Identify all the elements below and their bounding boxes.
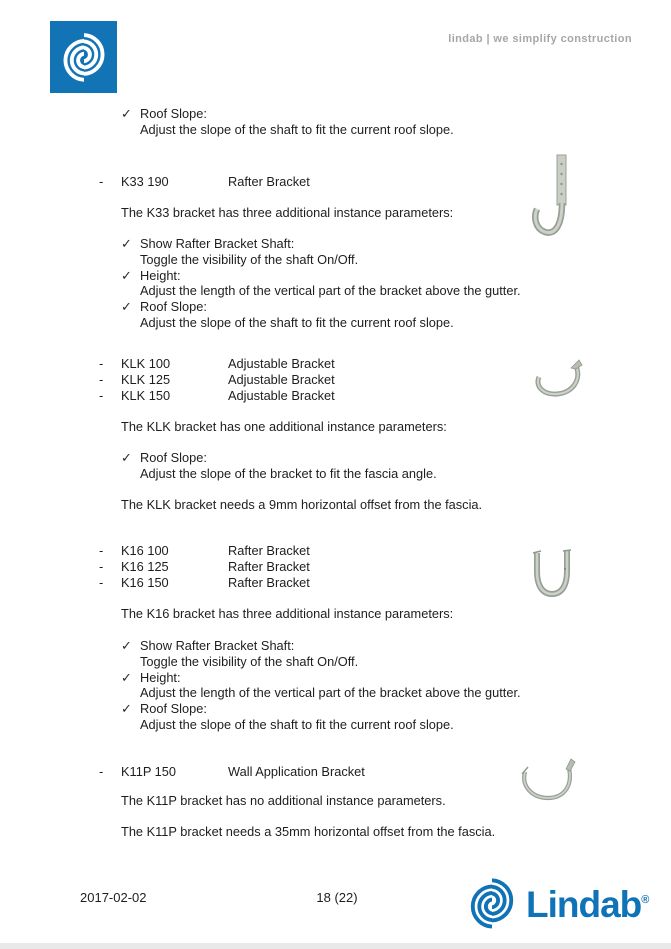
k11p-note-paragraph: The K11P bracket needs a 35mm horizontal offset from the fascia. (121, 824, 496, 839)
param-desc: Adjust the slope of the bracket to fit the fascia angle. (140, 465, 437, 481)
param-title: Show Rafter Bracket Shaft: (140, 236, 295, 251)
klk-note-paragraph: The KLK bracket needs a 9mm horizontal offset from the fascia. (121, 497, 483, 512)
product-code: KLK 150 (121, 387, 171, 403)
dash-icon: - (99, 574, 104, 590)
footer-brand-text (526, 872, 649, 933)
check-icon: ✓ (121, 236, 132, 251)
intro-parameter (121, 106, 454, 138)
product-row (99, 559, 310, 575)
param-title: Height: (140, 267, 181, 283)
product-name: Rafter Bracket (228, 558, 310, 574)
footer-page-number: 18 (22) (316, 890, 358, 905)
klk-adjustable-bracket-image (527, 356, 585, 404)
product-code: KLK 125 (121, 371, 171, 387)
param-desc: Adjust the slope of the shaft to fit the current roof slope. (140, 716, 454, 732)
k11p-wall-application-bracket-image (518, 756, 580, 803)
dash-icon: - (99, 387, 104, 403)
product-name: Adjustable Bracket (228, 387, 335, 403)
param-desc: Toggle the visibility of the shaft On/Off. (140, 653, 359, 669)
param-title: Roof Slope: (140, 106, 207, 121)
k33-parameters (121, 236, 521, 331)
product-code: K16 100 (121, 543, 169, 558)
param-title: Roof Slope: (140, 299, 207, 315)
param-title: Show Rafter Bracket Shaft: (140, 638, 295, 653)
check-icon: ✓ (121, 106, 132, 121)
product-name: Rafter Bracket (228, 543, 310, 558)
lindab-symbol-icon (464, 875, 520, 931)
product-name: Rafter Bracket (228, 174, 310, 189)
product-row (99, 174, 310, 190)
k11p-product-list (99, 764, 365, 780)
param-desc: Adjust the length of the vertical part of the bracket above the gutter. (140, 685, 521, 701)
dash-icon: - (99, 174, 104, 189)
check-icon: ✓ (121, 669, 132, 685)
header-tagline: lindab | we simplify construction (448, 33, 632, 45)
check-icon: ✓ (121, 299, 132, 315)
param-title: Roof Slope: (140, 450, 207, 465)
product-code: K33 190 (121, 174, 169, 189)
klk-intro-paragraph: The KLK bracket has one additional instance parameters: (121, 419, 447, 434)
dash-icon: - (99, 371, 104, 387)
check-icon: ✓ (121, 450, 132, 465)
k16-product-list (99, 543, 310, 590)
param-desc: Adjust the slope of the shaft to fit the current roof slope. (140, 121, 454, 137)
footer-date: 2017-02-02 (80, 890, 147, 905)
product-name: Rafter Bracket (228, 574, 310, 590)
product-code: K16 150 (121, 574, 169, 590)
param-desc: Adjust the length of the vertical part of the bracket above the gutter. (140, 283, 521, 299)
brand-name: Lindab (526, 884, 642, 925)
registered-trademark-icon: ® (641, 894, 650, 906)
product-name: Wall Application Bracket (228, 764, 365, 779)
product-row (99, 543, 310, 559)
klk-parameters (121, 450, 437, 482)
dash-icon: - (99, 543, 104, 558)
check-icon: ✓ (121, 638, 132, 653)
lindab-symbol-icon (57, 28, 111, 86)
dash-icon: - (99, 764, 104, 779)
product-name: Adjustable Bracket (228, 371, 335, 387)
k33-product-list (99, 174, 310, 190)
check-icon: ✓ (121, 701, 132, 717)
k16-parameters (121, 638, 521, 733)
product-row (99, 764, 365, 780)
product-code: K11P 150 (121, 764, 177, 779)
dash-icon: - (99, 356, 104, 371)
k33-rafter-bracket-image (531, 153, 577, 243)
product-row (99, 356, 335, 372)
product-row (99, 372, 335, 388)
k16-rafter-bracket-image (528, 546, 576, 599)
product-row (99, 388, 335, 404)
page-bottom-edge (0, 943, 671, 949)
footer-logo (464, 872, 649, 933)
k33-intro-paragraph: The K33 bracket has three additional instance parameters: (121, 205, 454, 220)
product-code: KLK 100 (121, 356, 171, 371)
product-row (99, 575, 310, 591)
k11p-intro-paragraph: The K11P bracket has no additional instance parameters. (121, 793, 446, 808)
param-title: Roof Slope: (140, 701, 207, 717)
check-icon: ✓ (121, 267, 132, 283)
param-desc: Toggle the visibility of the shaft On/Off. (140, 251, 359, 267)
dash-icon: - (99, 558, 104, 574)
param-title: Height: (140, 669, 181, 685)
product-name: Adjustable Bracket (228, 356, 335, 371)
k16-intro-paragraph: The K16 bracket has three additional instance parameters: (121, 606, 454, 621)
param-desc: Adjust the slope of the shaft to fit the current roof slope. (140, 314, 454, 330)
product-code: K16 125 (121, 558, 169, 574)
header-logo (50, 21, 117, 93)
klk-product-list (99, 356, 335, 403)
